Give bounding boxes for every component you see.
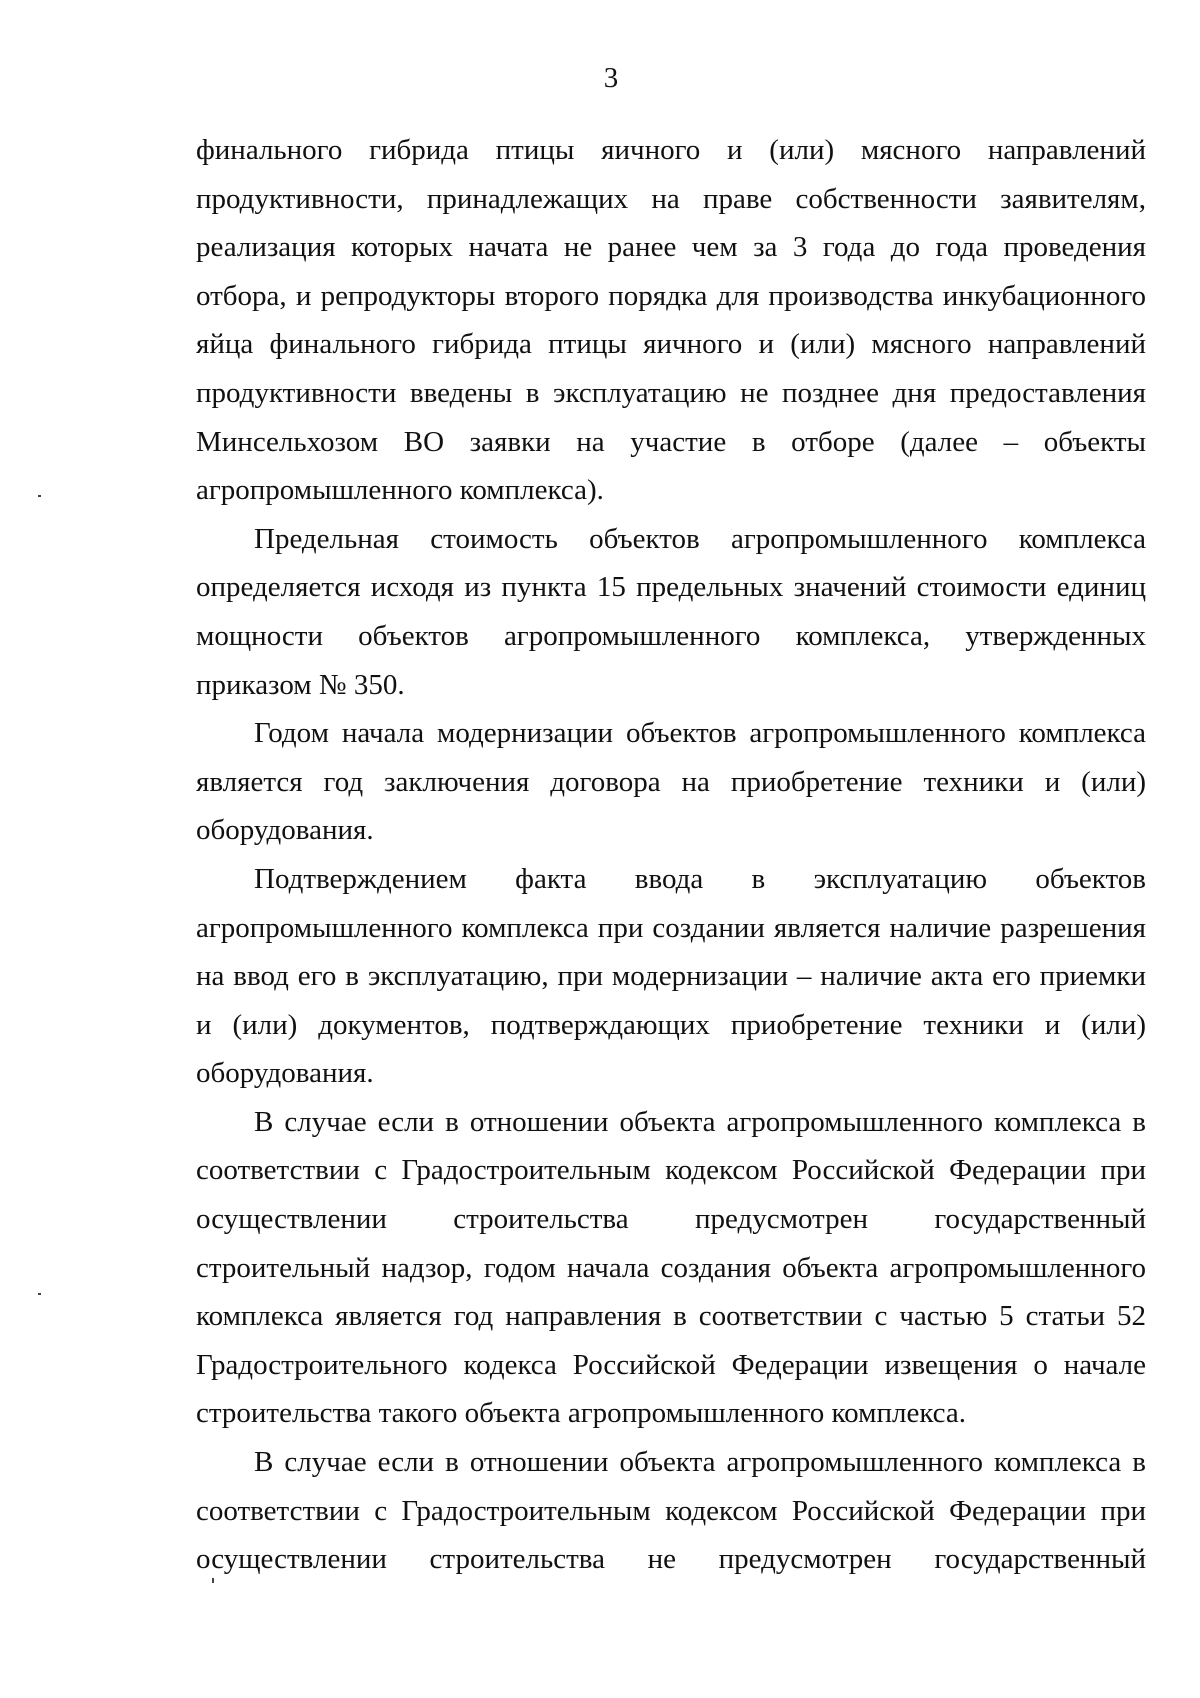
- scan-speck: [38, 495, 41, 497]
- document-body: [196, 126, 1146, 1584]
- paragraph-6: В случае если в отношении объекта агропромышленного комплекса в соответствии с Градостроительным кодексом Российской Федерации при осуществлении строительства не предусмотрен государственный: [196, 1446, 1146, 1576]
- paragraph-5: В случае если в отношении объекта агропромышленного комплекса в соответствии с Градостроительным кодексом Российской Федерации при осуществлении строительства предусмотрен государственный строительный надзор, годом начала создания объекта агропромышленного комплекса является год направления в соответствии с частью 5 статьи 52 Градостроительного кодекса Российской Федерации извещения о начале строительства такого объекта агропромышленного комплекса.: [196, 1105, 1146, 1430]
- paragraph-4: Подтверждением факта ввода в эксплуатацию объектов агропромышленного комплекса при создании является наличие разрешения на ввод его в эксплуатацию, при модернизации – наличие акта его приемки и (или) документов, подтверждающих приобретение техники и (или) оборудования.: [196, 862, 1146, 1090]
- scan-speck: [38, 1293, 41, 1295]
- paragraph-3: Годом начала модернизации объектов агропромышленного комплекса является год заключения договора на приобретение техники и (или) оборудования.: [196, 717, 1146, 847]
- paragraph-1: финального гибрида птицы яичного и (или) мясного направлений продуктивности, принадлежащих на праве собственности заявителям, реализация которых начата не ранее чем за 3 года до года проведения отбора, и репродукторы второго порядка для производства инкубационного яйца финального гибрида птицы яичного и (или) мясного направлений продуктивности введены в эксплуатацию не позднее дня предоставления Минсельхозом ВО заявки на участие в отборе (далее – объекты агропромышленного комплекса).: [196, 134, 1146, 507]
- page-number: 3: [603, 62, 619, 94]
- scan-speck: [212, 1578, 214, 1583]
- paragraph-2: Предельная стоимость объектов агропромышленного комплекса определяется исходя из пункта 15 предельных значений стоимости единиц мощности объектов агропромышленного комплекса, утвержденных приказом № 350.: [196, 522, 1146, 701]
